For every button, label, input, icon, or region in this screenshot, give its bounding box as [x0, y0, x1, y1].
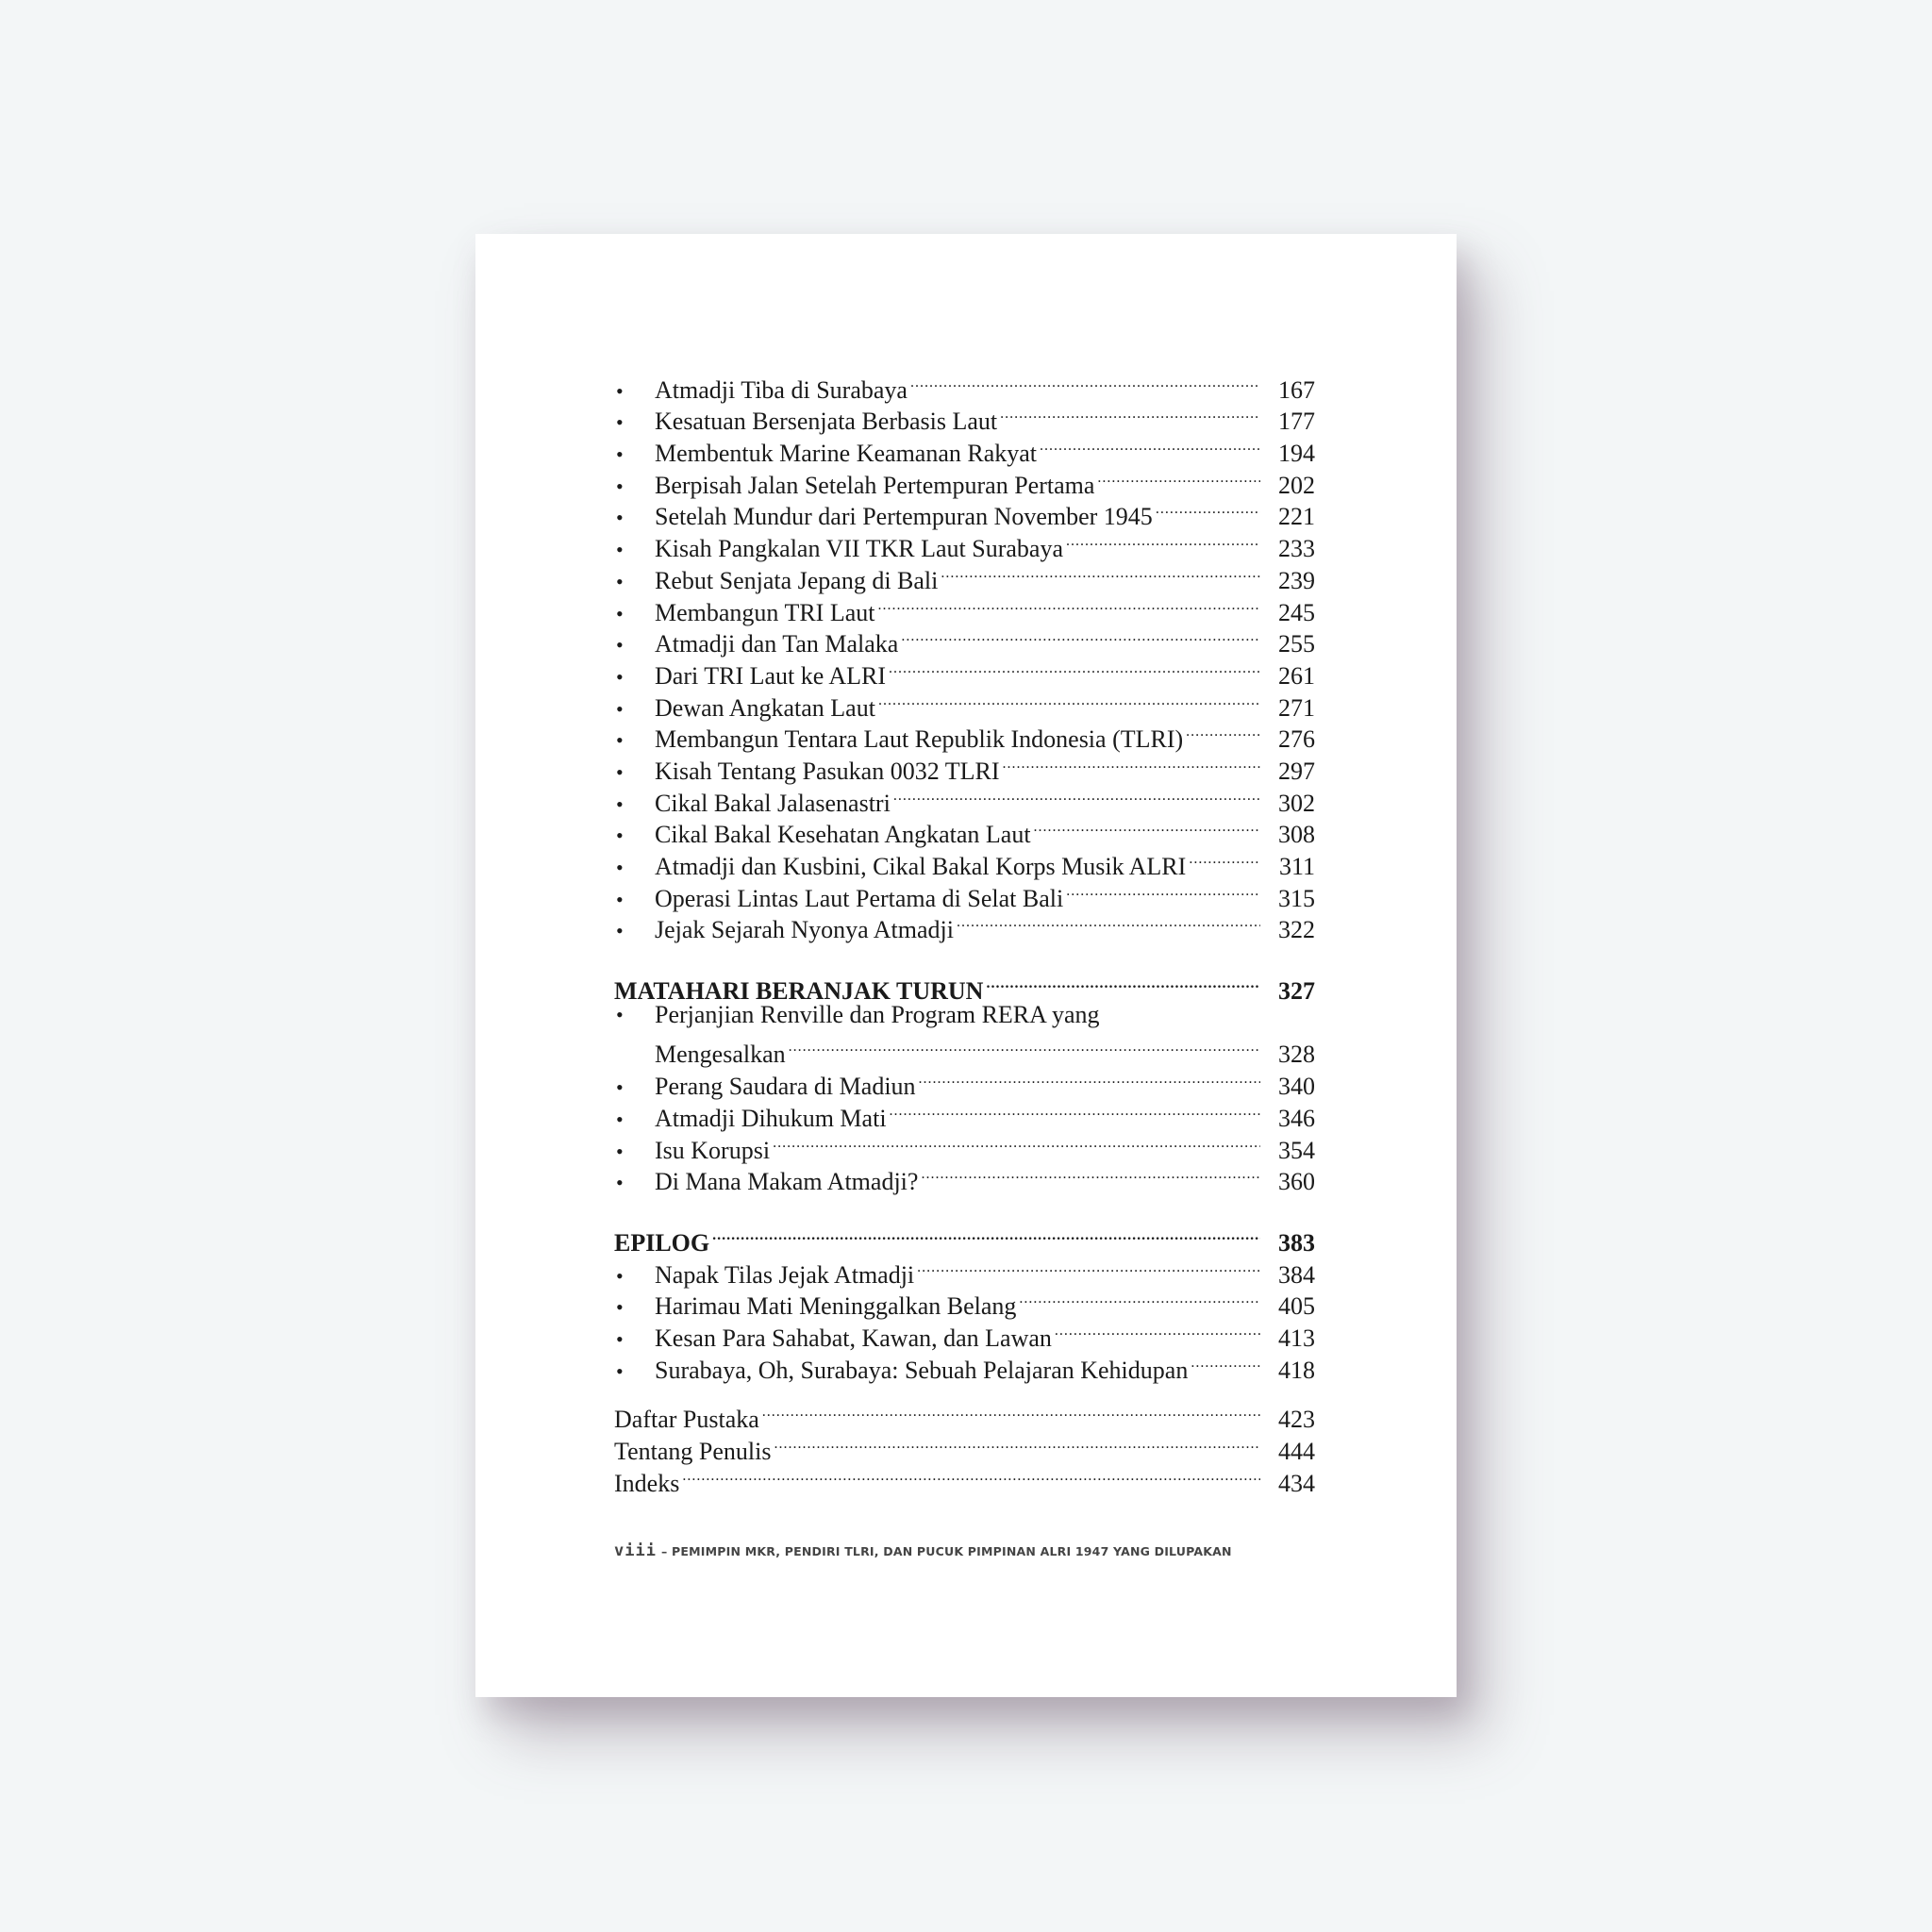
dot-leader [1191, 1346, 1260, 1378]
entry-title: Perang Saudara di Madiun [655, 1073, 916, 1101]
bullet-icon: • [616, 442, 624, 467]
entry-page-number: 177 [1278, 408, 1315, 436]
dot-leader [910, 366, 1260, 398]
toc-entry [614, 907, 1315, 944]
dot-leader [1019, 1283, 1260, 1315]
dot-leader [1156, 493, 1260, 525]
dot-leader [1055, 1314, 1260, 1346]
entry-page-number: 276 [1278, 725, 1315, 754]
page-footer [614, 1541, 1232, 1560]
entry-page-number: 261 [1278, 661, 1315, 690]
toc-entry [614, 1094, 1315, 1132]
bullet-icon: • [616, 569, 624, 593]
entry-page-number: 194 [1278, 440, 1315, 468]
dot-leader [893, 779, 1260, 811]
bullet-icon: • [616, 728, 624, 753]
dot-leader [917, 1251, 1260, 1283]
entry-page-number: 384 [1278, 1260, 1315, 1289]
bullet-icon: • [616, 1139, 624, 1163]
dot-leader [890, 1094, 1260, 1126]
toc-entry [614, 1126, 1315, 1164]
dot-leader [1097, 461, 1260, 493]
entry-page-number: 354 [1278, 1136, 1315, 1164]
table-of-contents [614, 366, 1315, 1497]
toc-entry [614, 1283, 1315, 1321]
entry-page-number: 405 [1278, 1292, 1315, 1321]
entry-title: Atmadji Tiba di Surabaya [655, 375, 908, 404]
bullet-icon: • [616, 696, 624, 721]
entry-title: Kesatuan Bersenjata Berbasis Laut [655, 408, 998, 436]
bullet-icon: • [616, 1326, 624, 1351]
entry-title: Dewan Angkatan Laut [655, 693, 875, 722]
bullet-icon: • [616, 1003, 624, 1027]
dot-leader [919, 1062, 1260, 1094]
entry-title: Operasi Lintas Laut Pertama di Selat Bali [655, 884, 1064, 912]
entry-title: Kisah Pangkalan VII TKR Laut Surabaya [655, 535, 1063, 563]
bullet-icon: • [616, 856, 624, 879]
entry-title: Napak Tilas Jejak Atmadji [655, 1260, 915, 1289]
book-page [475, 234, 1457, 1697]
entry-page-number: 418 [1278, 1356, 1315, 1384]
bullet-icon: • [616, 1358, 624, 1383]
dot-leader [773, 1126, 1260, 1158]
toc-entry [614, 842, 1315, 880]
toc-group-3 [614, 1251, 1315, 1384]
entry-title: Kisah Tentang Pasukan 0032 TLRI [655, 757, 1000, 785]
bullet-icon: • [616, 824, 624, 848]
toc-section-heading [614, 1219, 1315, 1257]
toc-entry [614, 557, 1315, 594]
bullet-icon: • [616, 919, 624, 943]
dot-leader [789, 1031, 1260, 1063]
entry-title: Membentuk Marine Keamanan Rakyat [655, 440, 1038, 468]
entry-page-number: 255 [1278, 630, 1315, 658]
toc-entry-wrapped-continuation [614, 1031, 1315, 1069]
bullet-icon: • [616, 1107, 624, 1131]
bullet-icon: • [616, 791, 624, 816]
bullet-icon: • [616, 410, 624, 435]
dot-leader [1189, 842, 1260, 874]
toc-entry [614, 1062, 1315, 1101]
bullet-icon: • [616, 664, 624, 689]
dot-leader [1034, 811, 1260, 843]
entry-title: Rebut Senjata Jepang di Bali [655, 566, 939, 594]
toc-entry [614, 779, 1315, 817]
entry-page-number: 434 [1278, 1469, 1315, 1497]
dot-leader [1003, 747, 1260, 779]
toc-group-2 [614, 1062, 1315, 1196]
bullet-icon: • [616, 633, 624, 658]
bullet-icon: • [616, 1263, 624, 1288]
entry-title: Dari TRI Laut ke ALRI [655, 661, 887, 690]
toc-entry [614, 1158, 1315, 1196]
toc-group-1 [614, 366, 1315, 944]
entry-page-number: 202 [1278, 471, 1315, 499]
entry-title: Kesan Para Sahabat, Kawan, dan Lawan [655, 1324, 1052, 1352]
bullet-icon: • [616, 759, 624, 784]
dot-leader [877, 589, 1260, 621]
entry-title: Indeks [614, 1469, 680, 1497]
entry-title: Jejak Sejarah Nyonya Atmadji [655, 916, 954, 944]
entry-title: Atmadji Dihukum Mati [655, 1104, 887, 1132]
entry-title: Tentang Penulis [614, 1438, 772, 1465]
running-head: – PEMIMPIN MKR, PENDIRI TLRI, DAN PUCUK PIMPINAN ALRI 1947 YANG DILUPAKAN [661, 1544, 1232, 1558]
entry-page-number: 297 [1278, 757, 1315, 785]
section-page-number: 383 [1278, 1228, 1315, 1257]
toc-backmatter [614, 1396, 1315, 1497]
entry-title: Cikal Bakal Kesehatan Angkatan Laut [655, 821, 1031, 849]
entry-page-number: 233 [1278, 535, 1315, 563]
toc-entry [614, 652, 1315, 690]
entry-title-line-1: Perjanjian Renville dan Program RERA yang [655, 1001, 1100, 1029]
entry-page-number: 444 [1278, 1438, 1315, 1465]
dot-leader [774, 1427, 1260, 1459]
bullet-icon: • [616, 378, 624, 403]
bullet-icon: • [616, 474, 624, 498]
entry-title: Daftar Pustaka [614, 1406, 759, 1434]
entry-page-number: 360 [1278, 1168, 1315, 1196]
entry-page-number: 221 [1278, 503, 1315, 531]
entry-title: Atmadji dan Kusbini, Cikal Bakal Korps Musik ALRI [655, 853, 1187, 880]
bullet-icon: • [616, 601, 624, 625]
toc-entry [614, 621, 1315, 658]
entry-page-number: 340 [1278, 1073, 1315, 1101]
section-title: MATAHARI BERANJAK TURUN [614, 977, 984, 1006]
dot-leader [1040, 429, 1260, 461]
toc-entry [614, 1396, 1315, 1434]
toc-entry [614, 1314, 1315, 1352]
dot-leader [986, 967, 1260, 999]
entry-page-number: 322 [1278, 916, 1315, 944]
entry-page-number: 308 [1278, 821, 1315, 849]
entry-page-number: 271 [1278, 693, 1315, 722]
entry-page-number: 346 [1278, 1104, 1315, 1132]
toc-entry [614, 1346, 1315, 1384]
entry-page-number: 167 [1278, 375, 1315, 404]
toc-entry [614, 589, 1315, 626]
bullet-icon: • [616, 1295, 624, 1320]
dot-leader [1186, 716, 1260, 748]
entry-title-line-2: Mengesalkan [655, 1041, 786, 1069]
toc-entry [614, 1251, 1315, 1289]
entry-page-number: 315 [1278, 884, 1315, 912]
dot-leader [762, 1396, 1260, 1428]
toc-section-heading [614, 967, 1315, 1006]
entry-page-number: 423 [1278, 1406, 1315, 1434]
dot-leader [921, 1158, 1260, 1191]
dot-leader [1066, 874, 1260, 907]
dot-leader [901, 621, 1260, 653]
toc-entry [614, 811, 1315, 849]
toc-entry [614, 716, 1315, 754]
toc-entry [614, 429, 1315, 468]
dot-leader [1000, 398, 1260, 430]
entry-page-number: 239 [1278, 566, 1315, 594]
dot-leader [889, 652, 1260, 684]
entry-title: Surabaya, Oh, Surabaya: Sebuah Pelajaran Kehidupan [655, 1356, 1189, 1384]
section-page-number: 327 [1278, 977, 1315, 1006]
bullet-icon: • [616, 1171, 624, 1195]
entry-title: Membangun TRI Laut [655, 598, 875, 626]
entry-title: Isu Korupsi [655, 1136, 771, 1164]
toc-entry [614, 874, 1315, 912]
entry-title: Cikal Bakal Jalasenastri [655, 789, 891, 817]
dot-leader [712, 1219, 1260, 1251]
entry-title: Membangun Tentara Laut Republik Indonesia (TLRI) [655, 725, 1184, 754]
bullet-icon: • [616, 1075, 624, 1100]
toc-entry [614, 493, 1315, 531]
dot-leader [878, 684, 1260, 716]
dot-leader [957, 907, 1260, 939]
entry-page-number: 413 [1278, 1324, 1315, 1352]
toc-entry [614, 461, 1315, 499]
dot-leader [941, 557, 1260, 589]
entry-title: Setelah Mundur dari Pertempuran November 1945 [655, 503, 1153, 531]
section-title: EPILOG [614, 1228, 710, 1257]
entry-title: Berpisah Jalan Setelah Pertempuran Pertama [655, 471, 1095, 499]
bullet-icon: • [616, 538, 624, 562]
entry-page-number: 302 [1278, 789, 1315, 817]
toc-entry [614, 525, 1315, 563]
bullet-icon: • [616, 506, 624, 530]
entry-title: Harimau Mati Meninggalkan Belang [655, 1292, 1017, 1321]
entry-page-number: 311 [1278, 853, 1315, 880]
toc-entry [614, 366, 1315, 404]
toc-entry [614, 1459, 1315, 1497]
entry-title: Di Mana Makam Atmadji? [655, 1168, 919, 1196]
entry-page-number: 245 [1278, 598, 1315, 626]
bullet-icon: • [616, 887, 624, 911]
toc-entry [614, 398, 1315, 436]
dot-leader [682, 1459, 1260, 1491]
dot-leader [1066, 525, 1260, 557]
toc-entry [614, 684, 1315, 722]
toc-entry [614, 1427, 1315, 1465]
toc-entry [614, 747, 1315, 785]
entry-page-number: 328 [1278, 1041, 1315, 1069]
entry-title: Atmadji dan Tan Malaka [655, 630, 899, 658]
folio-page-number: viii [614, 1541, 657, 1560]
